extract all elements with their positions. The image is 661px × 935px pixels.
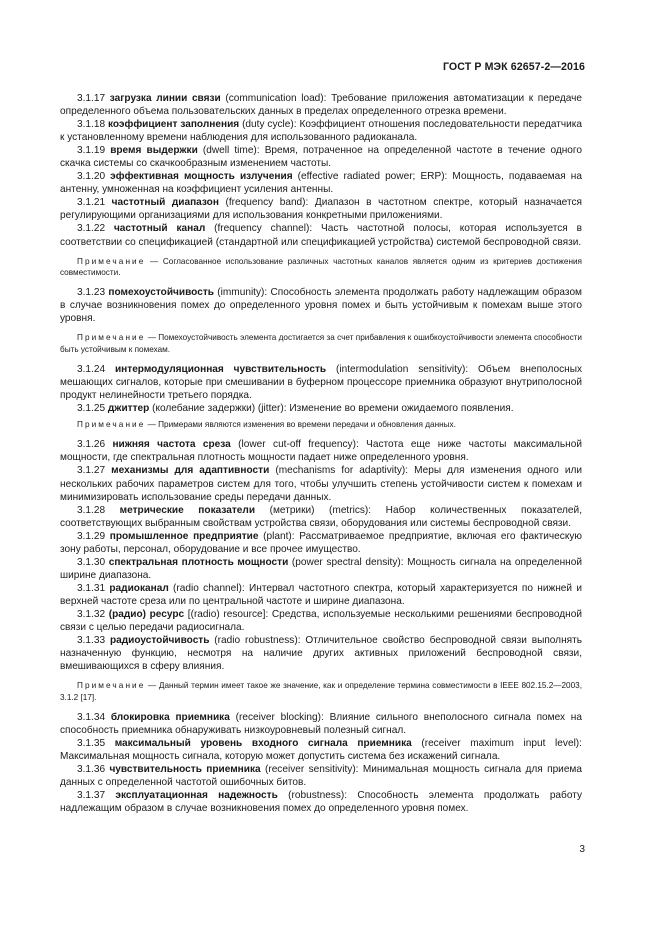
- definition-entry: 3.1.26 нижняя частота среза (lower cut-off frequency): Частота еще ниже частоты максимальной мощности, где спектральная плотность мощности падает ниже определенного уровня.: [60, 439, 582, 464]
- term: нижняя частота среза: [112, 439, 231, 451]
- definition-entry: 3.1.17 загрузка линии связи (communication load): Требование приложения автоматизации к передаче определенного объема пользовательских данных в пределах определенного отрезка времени.: [60, 93, 583, 118]
- definition-entry: 3.1.18 коэффициент заполнения (duty cycle): Коэффициент отношения последовательности передатчика к установленному времени наблюдения для использованного радиоканала.: [60, 119, 582, 144]
- term: (радио) ресурс: [108, 608, 185, 620]
- note: Примечание — Данный термин имеет такое же значение, как и определение термина совместимости в IEEE 802.15.2—2003, 3.1.2 [17].: [60, 681, 582, 702]
- definition-entry: 3.1.31 радиоканал (radio channel): Интервал частотного спектра, который характеризуется по нижней и верхней частоте среза или по центральной частоте и ширине диапазона.: [60, 582, 582, 607]
- term: частотный диапазон: [111, 197, 219, 209]
- document-body: [60, 92, 582, 815]
- term: радиоканал: [109, 582, 169, 594]
- definition-entry: 3.1.28 метрические показатели (метрики) (metrics): Набор количественных показателей, соответствующих выбранным свойствам устройства связи, оборудования или системы беспроводной связи.: [60, 504, 582, 529]
- term: время выдержки: [110, 145, 198, 157]
- term: чувствительность приемника: [109, 764, 261, 775]
- term: эксплуатационная надежность: [115, 790, 278, 802]
- definition-entry: 3.1.35 максимальный уровень входного сигнала приемника (receiver maximum input level): Максимальная мощность сигнала, которую может допустить система без искажений сигнала.: [60, 737, 582, 762]
- definition-entry: 3.1.32 (радио) ресурс [(radio) resource]: Средства, используемые несколькими решениями беспроводной связи с целью передачи радиосигнала.: [60, 608, 583, 634]
- definition-entry: 3.1.19 время выдержки (dwell time): Время, потраченное на определенной частоте в течение одного скачка системы со скачкообразным изменением частоты.: [60, 145, 582, 170]
- term: помехоустойчивость: [108, 287, 214, 299]
- term: блокировка приемника: [110, 711, 230, 723]
- document-header: ГОСТ Р МЭК 62657-2—2016: [442, 61, 585, 73]
- definition-entry: 3.1.20 эффективная мощность излучения (effective radiated power; ERP): Мощность, подаваемая на антенну, умноженная на коэффициент усиления антенны.: [60, 171, 582, 196]
- note-label: Примечание: [77, 333, 146, 343]
- term: интермодуляционная чувствительность: [114, 363, 327, 375]
- definition-entry: 3.1.34 блокировка приемника (receiver blocking): Влияние сильного внеполосного сигнала помех на способность приемника обнаруживать низкоуровневый полезный сигнал.: [60, 711, 582, 736]
- definition-entry: 3.1.21 частотный диапазон (frequency band): Диапазон в частотном спектре, который назначается регулирующими организациями для использования конкретными приложениями.: [60, 197, 582, 222]
- note-label: Примечание: [77, 420, 146, 430]
- term: механизмы для адаптивности: [111, 465, 270, 477]
- definition-entry: 3.1.24 интермодуляционная чувствительность (intermodulation sensitivity): Объем внеполосных мешающих сигналов, которые при смешивании в буферном процессоре приемника образуют внутриполосной продукт нелинейности третьего порядка.: [60, 363, 582, 401]
- note: Примечание — Согласованное использование различных частотных каналов является одним из критериев достижения совместимости.: [60, 256, 582, 277]
- term: эффективная мощность излучения: [110, 171, 293, 183]
- term: метрические показатели: [119, 504, 256, 516]
- note: Примечание — Помехоустойчивость элемента достигается за счет прибавления к ошибкоустойчивости элемента способности быть устойчивым к помехам.: [60, 333, 582, 354]
- definition-entry: 3.1.30 спектральная плотность мощности (power spectral density): Мощность сигнала на определенной ширине диапазона.: [60, 556, 582, 581]
- term: частотный канал: [113, 223, 206, 235]
- definition-entry: 3.1.23 помехоустойчивость (immunity): Способность элемента продолжать работу надлежащим образом в случае возникновения помех до определенного уровня помех и быть устойчивым к помехам выше этого уровня.: [60, 287, 582, 325]
- definition-entry: 3.1.27 механизмы для адаптивности (mechanisms for adaptivity): Меры для изменения одного или нескольких рабочих параметров систем для того, чтобы улучшить степень устойчивости систем к помехам и минимизировать использование среды передачи данных.: [60, 465, 582, 503]
- term: промышленное предприятие: [109, 530, 259, 542]
- definition-entry: 3.1.22 частотный канал (frequency channel): Часть частотной полосы, которая используется в соответствии со спецификацией (стандартной или спецификацией устройства) системой беспроводной связи.: [60, 223, 582, 248]
- definition-entry: 3.1.33 радиоустойчивость (radio robustness): Отличительное свойство беспроводной связи выполнять назначенную функцию, несмотря на наличие других активных приложений беспроводной связи, вмешивающихся в сферу влияния.: [60, 635, 582, 673]
- note: Примечание — Примерами являются изменения во времени передачи и обновления данных.: [77, 420, 456, 430]
- term: радиоустойчивость: [109, 635, 210, 647]
- page-number: 3: [579, 844, 585, 855]
- term: максимальный уровень входного сигнала приемника: [114, 737, 412, 749]
- term: спектральная плотность мощности: [108, 556, 289, 568]
- term: загрузка линии связи: [109, 93, 221, 104]
- term: джиттер: [107, 403, 150, 415]
- note-label: Примечание: [77, 681, 146, 691]
- term: коэффициент заполнения: [107, 119, 240, 131]
- definition-entry: 3.1.36 чувствительность приемника (receiver sensitivity): Минимальная мощность сигнала для приема данных с определенной частотой ошибочных битов.: [60, 764, 582, 789]
- definition-entry: 3.1.25 джиттер (колебание задержки) (jitter): Изменение во времени ожидаемого появления.: [77, 403, 514, 415]
- definition-entry: 3.1.37 эксплуатационная надежность (robustness): Способность элемента продолжать работу надлежащим образом в случае возникновения помех до определенного уровня помех.: [60, 790, 583, 815]
- note-label: Примечание: [77, 256, 146, 266]
- definition-entry: 3.1.29 промышленное предприятие (plant): Рассматриваемое предприятие, включая его фактическую зону работы, персонал, оборудование и все прочее имущество.: [60, 530, 582, 555]
